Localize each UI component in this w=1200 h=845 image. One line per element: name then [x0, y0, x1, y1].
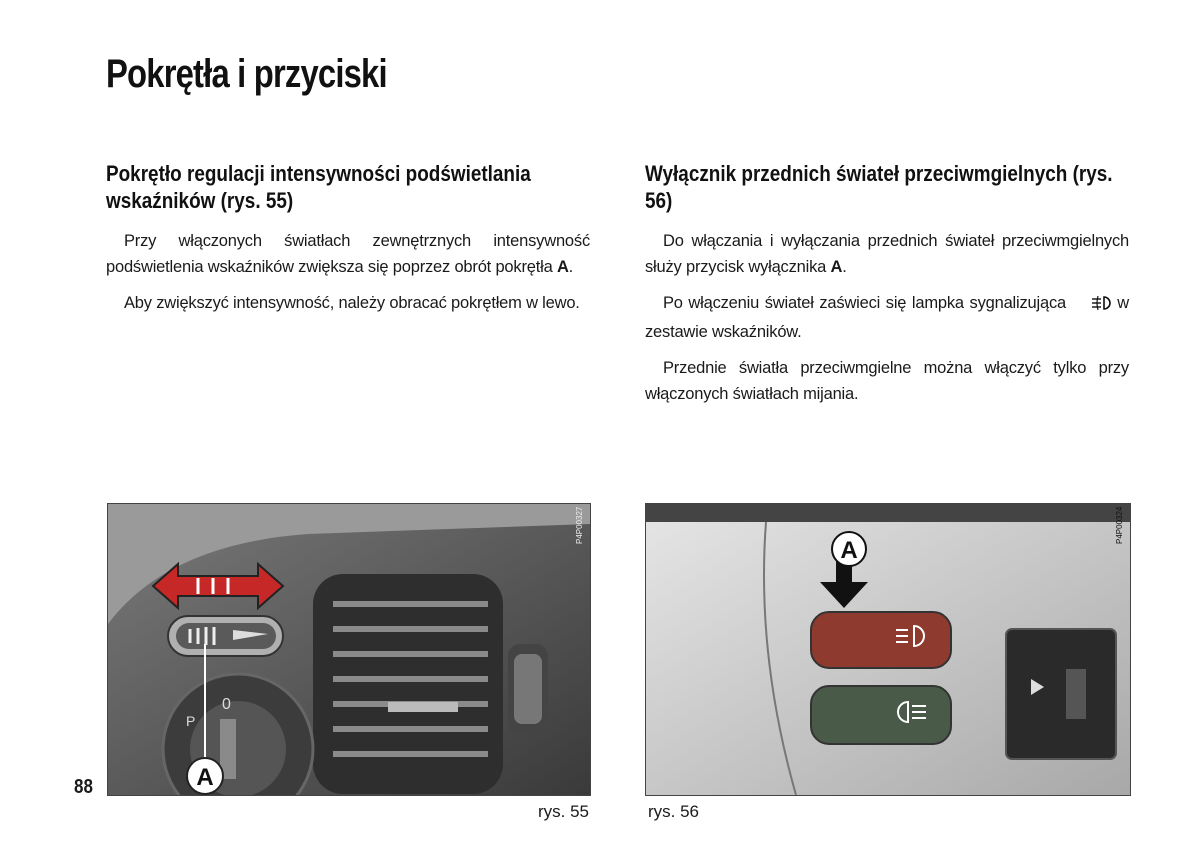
figure-56-code: P4P00324 [1115, 506, 1124, 544]
figure-55-dashboard-photo [107, 503, 591, 796]
figure-55-code: P4P00327 [575, 506, 584, 544]
dashboard-illustration [108, 504, 590, 795]
figure-56-switch-photo [645, 503, 1131, 796]
fog-switch-illustration [646, 504, 1130, 795]
svg-text:0: 0 [222, 696, 231, 713]
left-section-heading: Pokrętło regulacji intensywności podświetlania wskaźników (rys. 55) [106, 161, 531, 213]
front-fog-light-icon [1072, 293, 1112, 319]
right-paragraph-2: Po włączeniu świateł zaświeci się lampka sygnalizująca w zestawie wskaźników. [645, 294, 1129, 341]
figure-56-caption: rys. 56 [648, 802, 700, 821]
page-number: 88 [74, 776, 93, 798]
left-paragraph-1: Przy włączonych światłach zewnętrznych intensywność podświetlenia wskaźników zwiększa się poprzez obrót pokrętła A. [106, 232, 590, 276]
right-column [645, 160, 1129, 417]
left-column [106, 160, 590, 326]
right-paragraph-3: Przednie światła przeciwmgielne można włączyć tylko przy włączonych światłach mijania. [645, 359, 1129, 403]
figure-55-caption: rys. 55 [538, 802, 590, 821]
left-paragraph-2: Aby zwiększyć intensywność, należy obracać pokrętłem w lewo. [124, 294, 580, 312]
svg-text:P: P [186, 713, 196, 729]
right-paragraph-1: Do włączania i wyłączania przednich świateł przeciwmgielnych służy przycisk wyłącznika A. [645, 232, 1129, 276]
right-section-heading: Wyłącznik przednich świateł przeciwmgielnych (rys. 56) [645, 161, 1113, 213]
figure-56-label-a: A [840, 537, 858, 564]
figure-55-label-a: A [196, 764, 214, 791]
page-title: Pokrętła i przyciski [106, 52, 387, 96]
